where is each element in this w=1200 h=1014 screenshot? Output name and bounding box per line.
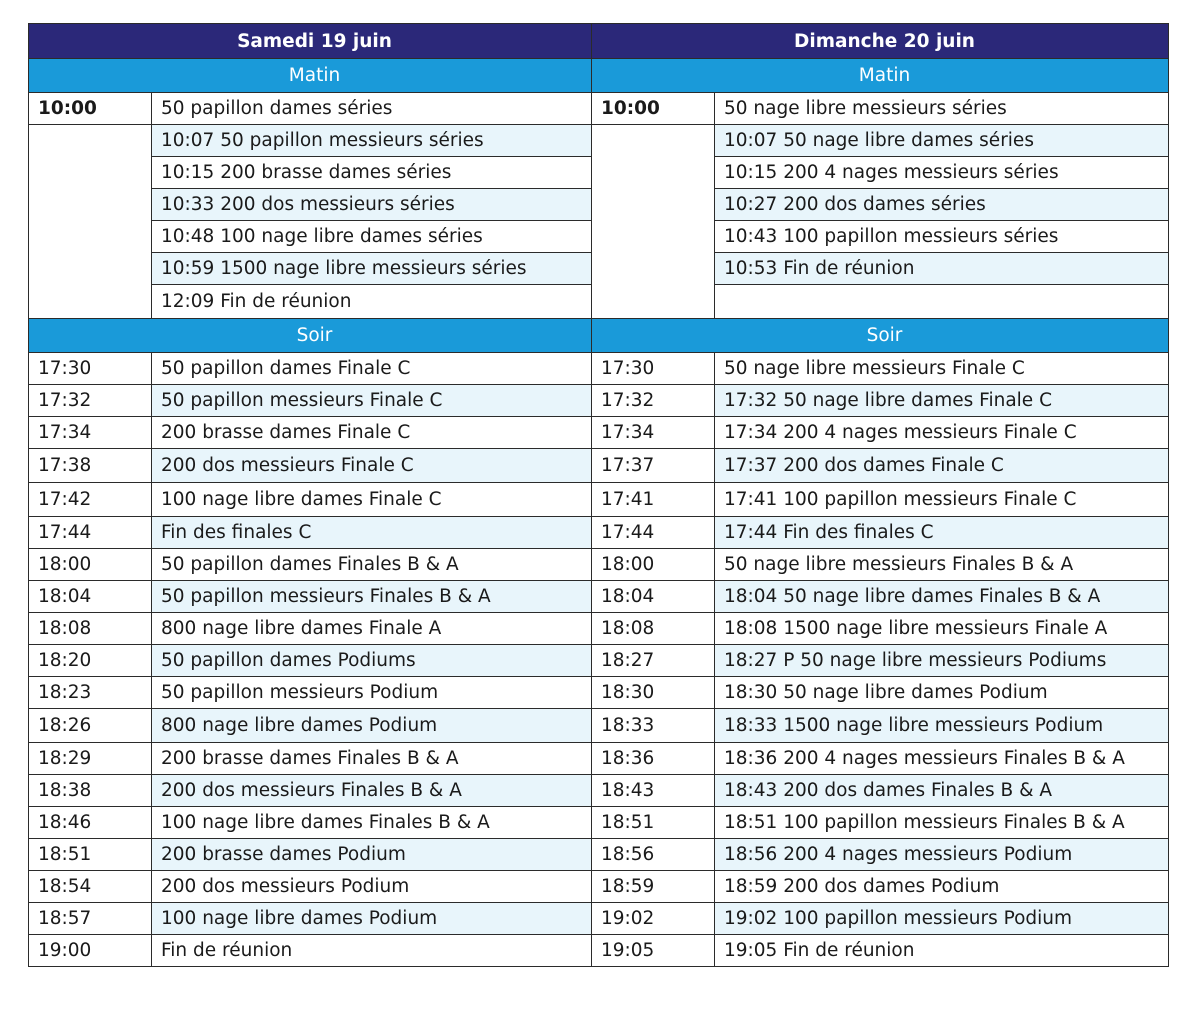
event-cell: 10:43 100 papillon messieurs séries bbox=[715, 221, 1169, 253]
event-cell: 100 nage libre dames Podium bbox=[152, 903, 592, 935]
section-title-evening-saturday: Soir bbox=[29, 319, 592, 353]
section-header-morning bbox=[29, 59, 1169, 93]
evening-row bbox=[29, 353, 1169, 385]
time-cell: 18:51 bbox=[592, 807, 715, 839]
evening-row bbox=[29, 709, 1169, 743]
evening-row bbox=[29, 517, 1169, 549]
event-cell: 18:36 200 4 nages messieurs Finales B & A bbox=[715, 743, 1169, 775]
event-cell: 18:43 200 dos dames Finales B & A bbox=[715, 775, 1169, 807]
day-title-sunday: Dimanche 20 juin bbox=[592, 24, 1169, 59]
event-cell: 17:34 200 4 nages messieurs Finale C bbox=[715, 417, 1169, 449]
time-cell: 17:32 bbox=[29, 385, 152, 417]
time-cell: 18:20 bbox=[29, 645, 152, 677]
time-cell: 18:04 bbox=[592, 581, 715, 613]
event-cell: 18:27 P 50 nage libre messieurs Podiums bbox=[715, 645, 1169, 677]
event-cell: Fin de réunion bbox=[152, 935, 592, 967]
time-cell: 17:42 bbox=[29, 483, 152, 517]
time-cell: 17:32 bbox=[592, 385, 715, 417]
event-cell: 50 nage libre messieurs Finales B & A bbox=[715, 549, 1169, 581]
event-cell: 100 nage libre dames Finale C bbox=[152, 483, 592, 517]
evening-row bbox=[29, 645, 1169, 677]
time-cell: 18:43 bbox=[592, 775, 715, 807]
time-cell: 18:46 bbox=[29, 807, 152, 839]
time-cell: 18:54 bbox=[29, 871, 152, 903]
time-cell: 17:30 bbox=[592, 353, 715, 385]
section-title-morning-sunday: Matin bbox=[592, 59, 1169, 93]
time-cell: 18:08 bbox=[29, 613, 152, 645]
evening-row bbox=[29, 385, 1169, 417]
event-cell: 10:07 50 papillon messieurs séries bbox=[152, 125, 592, 157]
event-cell: 18:56 200 4 nages messieurs Podium bbox=[715, 839, 1169, 871]
time-cell: 17:37 bbox=[592, 449, 715, 483]
event-cell: 19:02 100 papillon messieurs Podium bbox=[715, 903, 1169, 935]
event-cell: 10:15 200 4 nages messieurs séries bbox=[715, 157, 1169, 189]
time-cell: 18:04 bbox=[29, 581, 152, 613]
evening-row bbox=[29, 903, 1169, 935]
event-cell: 18:59 200 dos dames Podium bbox=[715, 871, 1169, 903]
event-cell: 10:15 200 brasse dames séries bbox=[152, 157, 592, 189]
schedule-table bbox=[28, 23, 1169, 967]
event-cell: 50 papillon dames Finale C bbox=[152, 353, 592, 385]
event-cell: 10:53 Fin de réunion bbox=[715, 253, 1169, 285]
event-cell: 10:59 1500 nage libre messieurs séries bbox=[152, 253, 592, 285]
event-cell: 18:04 50 nage libre dames Finales B & A bbox=[715, 581, 1169, 613]
time-cell: 18:00 bbox=[29, 549, 152, 581]
event-cell: 17:41 100 papillon messieurs Finale C bbox=[715, 483, 1169, 517]
event-cell: 10:27 200 dos dames séries bbox=[715, 189, 1169, 221]
time-cell: 17:34 bbox=[592, 417, 715, 449]
event-cell: 800 nage libre dames Finale A bbox=[152, 613, 592, 645]
event-cell: 19:05 Fin de réunion bbox=[715, 935, 1169, 967]
morning-row bbox=[29, 93, 1169, 125]
session-start-time-saturday: 10:00 bbox=[29, 93, 152, 125]
event-cell: Fin des finales C bbox=[152, 517, 592, 549]
evening-row bbox=[29, 839, 1169, 871]
merged-time-cell-saturday bbox=[29, 125, 152, 319]
event-cell: 12:09 Fin de réunion bbox=[152, 285, 592, 319]
evening-row bbox=[29, 935, 1169, 967]
merged-time-cell-sunday bbox=[592, 125, 715, 319]
event-cell: 200 brasse dames Finale C bbox=[152, 417, 592, 449]
time-cell: 19:02 bbox=[592, 903, 715, 935]
section-title-morning-saturday: Matin bbox=[29, 59, 592, 93]
event-cell: 10:48 100 nage libre dames séries bbox=[152, 221, 592, 253]
event-cell: 17:32 50 nage libre dames Finale C bbox=[715, 385, 1169, 417]
event-cell: 50 papillon dames séries bbox=[152, 93, 592, 125]
event-cell: 50 papillon messieurs Finale C bbox=[152, 385, 592, 417]
event-cell: 17:37 200 dos dames Finale C bbox=[715, 449, 1169, 483]
time-cell: 18:36 bbox=[592, 743, 715, 775]
section-header-evening bbox=[29, 319, 1169, 353]
event-cell: 18:30 50 nage libre dames Podium bbox=[715, 677, 1169, 709]
event-cell: 800 nage libre dames Podium bbox=[152, 709, 592, 743]
time-cell: 18:56 bbox=[592, 839, 715, 871]
time-cell: 18:59 bbox=[592, 871, 715, 903]
time-cell: 18:30 bbox=[592, 677, 715, 709]
time-cell: 17:44 bbox=[592, 517, 715, 549]
event-cell: 200 dos messieurs Finales B & A bbox=[152, 775, 592, 807]
event-cell: 50 papillon dames Podiums bbox=[152, 645, 592, 677]
time-cell: 17:34 bbox=[29, 417, 152, 449]
event-cell: 200 dos messieurs Finale C bbox=[152, 449, 592, 483]
event-cell: 50 nage libre messieurs Finale C bbox=[715, 353, 1169, 385]
event-cell: 50 papillon messieurs Podium bbox=[152, 677, 592, 709]
evening-row bbox=[29, 449, 1169, 483]
event-cell: 200 brasse dames Podium bbox=[152, 839, 592, 871]
time-cell: 18:33 bbox=[592, 709, 715, 743]
event-cell: 18:33 1500 nage libre messieurs Podium bbox=[715, 709, 1169, 743]
time-cell: 18:23 bbox=[29, 677, 152, 709]
time-cell: 17:44 bbox=[29, 517, 152, 549]
time-cell: 18:27 bbox=[592, 645, 715, 677]
event-cell: 17:44 Fin des finales C bbox=[715, 517, 1169, 549]
evening-row bbox=[29, 417, 1169, 449]
time-cell: 19:00 bbox=[29, 935, 152, 967]
session-start-time-sunday: 10:00 bbox=[592, 93, 715, 125]
time-cell: 18:26 bbox=[29, 709, 152, 743]
event-cell: 10:33 200 dos messieurs séries bbox=[152, 189, 592, 221]
time-cell: 18:51 bbox=[29, 839, 152, 871]
time-cell: 18:29 bbox=[29, 743, 152, 775]
evening-row bbox=[29, 677, 1169, 709]
section-title-evening-sunday: Soir bbox=[592, 319, 1169, 353]
event-cell: 10:07 50 nage libre dames séries bbox=[715, 125, 1169, 157]
event-cell: 200 dos messieurs Podium bbox=[152, 871, 592, 903]
time-cell: 19:05 bbox=[592, 935, 715, 967]
day-title-saturday: Samedi 19 juin bbox=[29, 24, 592, 59]
time-cell: 18:57 bbox=[29, 903, 152, 935]
time-cell: 18:38 bbox=[29, 775, 152, 807]
event-cell: 200 brasse dames Finales B & A bbox=[152, 743, 592, 775]
morning-row bbox=[29, 125, 1169, 157]
time-cell: 18:00 bbox=[592, 549, 715, 581]
event-cell: 100 nage libre dames Finales B & A bbox=[152, 807, 592, 839]
time-cell: 17:38 bbox=[29, 449, 152, 483]
evening-row bbox=[29, 483, 1169, 517]
time-cell: 18:08 bbox=[592, 613, 715, 645]
event-cell: 50 papillon messieurs Finales B & A bbox=[152, 581, 592, 613]
day-header-row bbox=[29, 24, 1169, 59]
evening-row bbox=[29, 871, 1169, 903]
evening-row bbox=[29, 743, 1169, 775]
event-cell: 18:08 1500 nage libre messieurs Finale A bbox=[715, 613, 1169, 645]
evening-row bbox=[29, 613, 1169, 645]
time-cell: 17:30 bbox=[29, 353, 152, 385]
evening-row bbox=[29, 775, 1169, 807]
event-cell: 50 nage libre messieurs séries bbox=[715, 93, 1169, 125]
event-cell bbox=[715, 285, 1169, 319]
event-cell: 18:51 100 papillon messieurs Finales B & A bbox=[715, 807, 1169, 839]
evening-row bbox=[29, 549, 1169, 581]
time-cell: 17:41 bbox=[592, 483, 715, 517]
event-cell: 50 papillon dames Finales B & A bbox=[152, 549, 592, 581]
evening-row bbox=[29, 807, 1169, 839]
evening-row bbox=[29, 581, 1169, 613]
